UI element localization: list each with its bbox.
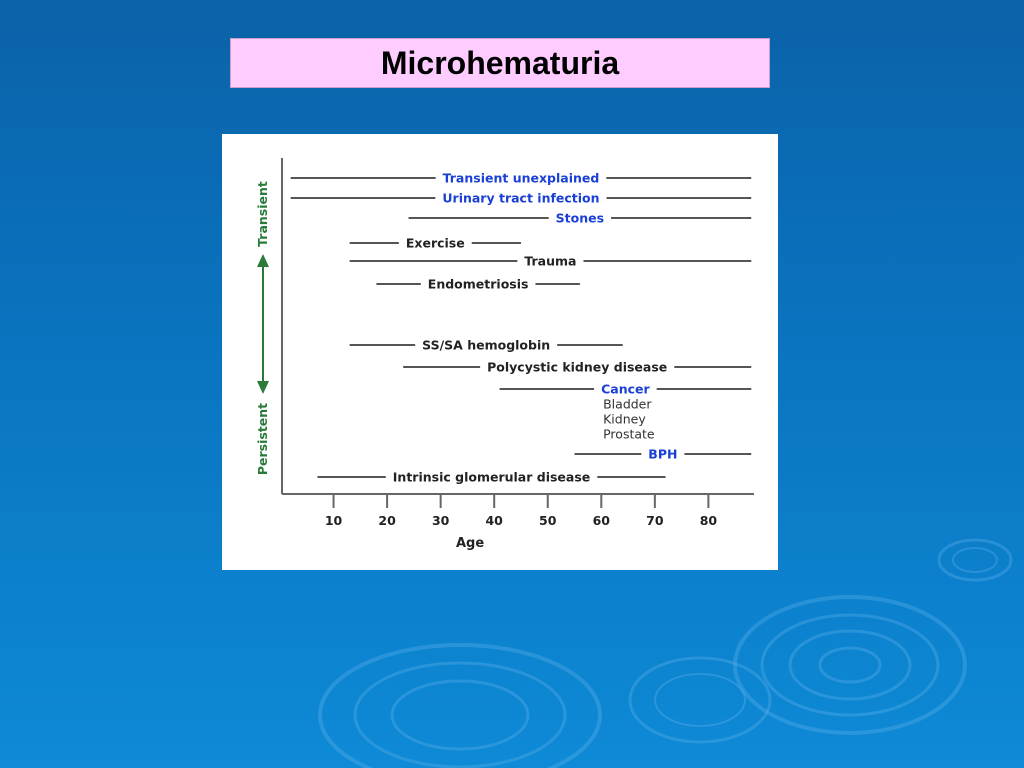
chart <box>222 134 778 570</box>
x-axis-title: Age <box>456 536 485 551</box>
range-label: Trauma <box>524 253 577 269</box>
range-label: SS/SA hemoglobin <box>422 337 551 353</box>
range-bar <box>500 382 752 442</box>
range-subitem: Kidney <box>603 411 646 427</box>
range-label: Transient unexplained <box>442 170 600 186</box>
range-label: BPH <box>648 446 678 462</box>
range-bar <box>291 191 752 206</box>
x-tick-label: 10 <box>324 513 343 528</box>
x-tick-label: 40 <box>485 513 503 528</box>
arrow-up-icon <box>257 254 269 267</box>
page-title: Microhematuria <box>380 44 620 81</box>
range-subitem: Bladder <box>603 396 652 412</box>
range-label: Polycystic kidney disease <box>487 359 668 375</box>
x-tick-label: 30 <box>431 513 450 528</box>
range-label: Endometriosis <box>427 276 529 292</box>
range-bar <box>317 470 665 485</box>
x-tick-label: 80 <box>699 513 718 528</box>
x-tick-label: 20 <box>378 513 396 528</box>
chart-ticks <box>325 494 718 551</box>
range-bar <box>409 211 752 226</box>
y-label-transient: Transient <box>255 181 270 247</box>
range-bar <box>575 447 752 462</box>
x-tick-label: 70 <box>646 513 664 528</box>
range-bar <box>350 236 521 251</box>
title-banner <box>230 38 770 88</box>
range-label: Stones <box>555 210 605 226</box>
y-label-persistent: Persistent <box>255 402 270 476</box>
x-tick-label: 60 <box>592 513 611 528</box>
range-label: Exercise <box>405 235 465 251</box>
range-bar <box>350 338 623 353</box>
range-bar <box>291 171 752 186</box>
arrow-down-icon <box>257 381 269 394</box>
chart-axes <box>255 158 754 494</box>
chart-series <box>291 171 752 485</box>
range-subitem: Prostate <box>603 426 655 442</box>
range-label: Intrinsic glomerular disease <box>392 469 591 485</box>
x-tick-label: 50 <box>539 513 557 528</box>
range-label: Urinary tract infection <box>442 190 600 206</box>
range-bar <box>376 277 579 292</box>
range-bar <box>350 254 752 269</box>
range-bar <box>403 360 751 375</box>
chart-panel <box>222 134 778 570</box>
range-label: Cancer <box>601 381 650 397</box>
